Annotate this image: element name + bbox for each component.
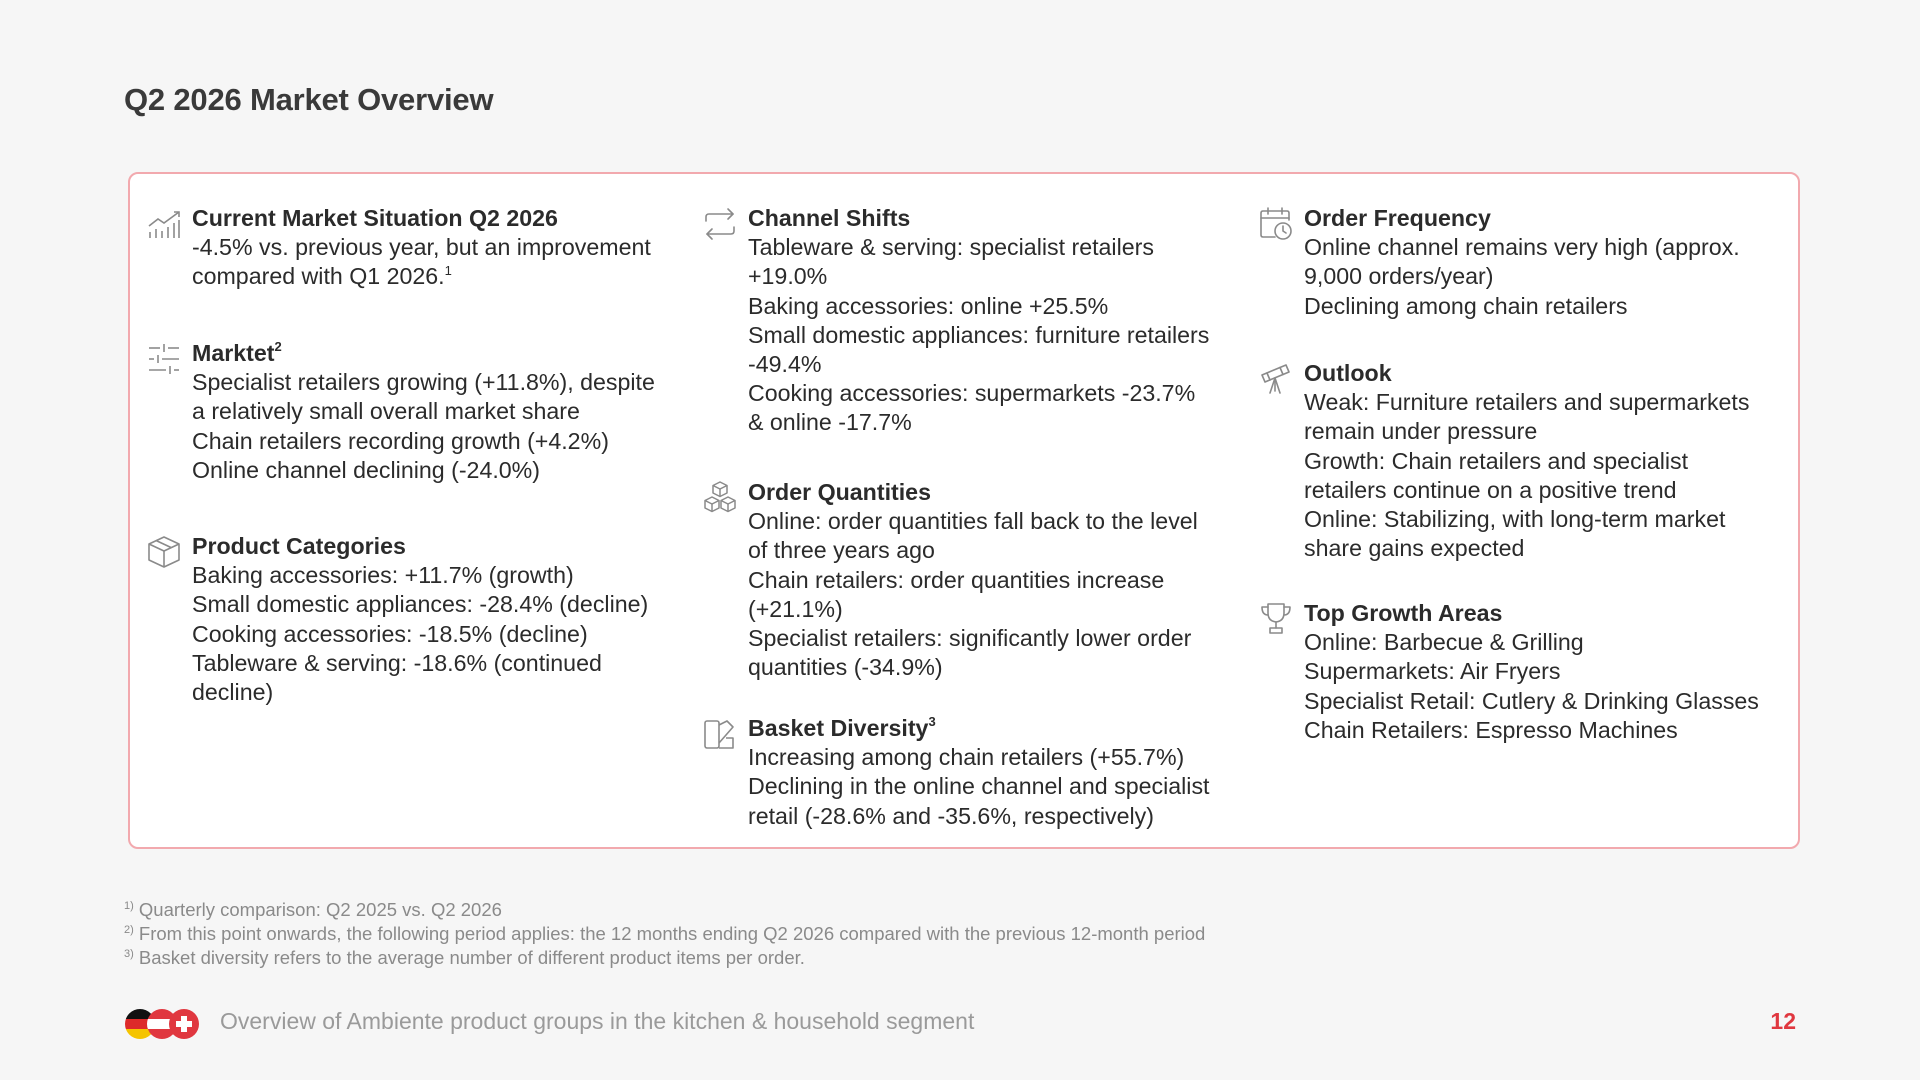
block-title: Outlook — [1304, 360, 1392, 386]
basket-diversity-block — [702, 714, 1212, 831]
flags-de-at-ch-icon — [124, 1008, 200, 1040]
block-title: Top Growth Areas — [1304, 600, 1503, 626]
block-line: Chain retailers: order quantities increase (+21.1%) — [748, 566, 1165, 622]
footnote: $^{3)}$ Basket diversity refers to the average number of different product items per order. — [124, 947, 805, 968]
stacked-boxes-icon — [702, 480, 738, 516]
market-situation-block — [146, 204, 656, 292]
block-line: Specialist retailers: significantly lower order quantities (-34.9%) — [748, 625, 1192, 681]
block-line: Tableware & serving: specialist retailers +19.0% — [748, 234, 1154, 290]
product-categories-block — [146, 532, 656, 707]
block-title: Order Quantities — [748, 479, 931, 505]
block-title: Marktet$^2$ — [192, 339, 282, 366]
block-line: Specialist retailers growing (+11.8%), despite a relatively small overall market share — [192, 369, 655, 425]
block-line: Baking accessories: online +25.5% — [748, 292, 1109, 319]
block-line: Cooking accessories: supermarkets -23.7% & online -17.7% — [748, 380, 1196, 436]
trophy-icon — [1258, 601, 1294, 637]
calendar-clock-icon — [1258, 206, 1294, 242]
block-line: Online: Barbecue & Grilling — [1304, 629, 1584, 656]
block-line: Online channel remains very high (approx. 9,000 orders/year) — [1304, 234, 1740, 290]
exchange-arrows-icon — [702, 206, 738, 242]
block-line: Online: Stabilizing, with long-term market share gains expected — [1304, 506, 1726, 562]
footnote: $^{1)}$ Quarterly comparison: Q2 2025 vs. Q2 2026 — [124, 899, 502, 920]
content-panel — [128, 172, 1800, 849]
block-line: Online: order quantities fall back to the level of three years ago — [748, 508, 1198, 564]
page-title: Q2 2026 Market Overview — [124, 82, 494, 117]
block-line: Specialist Retail: Cutlery & Drinking Glasses — [1304, 687, 1759, 714]
block-line: Small domestic appliances: furniture retailers -49.4% — [748, 321, 1210, 378]
channel-shifts-block — [702, 204, 1212, 438]
block-title: Current Market Situation Q2 2026 — [192, 205, 558, 231]
marktet-block — [146, 339, 656, 485]
order-quantities-block — [702, 478, 1212, 682]
telescope-icon — [1258, 361, 1294, 397]
block-line: -4.5% vs. previous year, but an improvement compared with Q1 2026.$^1$ — [192, 234, 651, 290]
block-line: Online channel declining (-24.0%) — [192, 456, 541, 483]
footnotes — [124, 898, 1624, 970]
block-line: Declining in the online channel and specialist retail (-28.6% and -35.6%, respectively) — [748, 773, 1210, 829]
block-title: Basket Diversity$^3$ — [748, 714, 936, 741]
block-line: Supermarkets: Air Fryers — [1304, 658, 1561, 685]
block-line: Small domestic appliances: -28.4% (decline) — [192, 591, 649, 618]
block-line: Weak: Furniture retailers and supermarkets remain under pressure — [1304, 389, 1750, 445]
block-title: Product Categories — [192, 533, 406, 559]
block-line: Chain retailers recording growth (+4.2%) — [192, 427, 609, 454]
block-title: Order Frequency — [1304, 205, 1491, 231]
footer-text: Overview of Ambiente product groups in the kitchen & household segment — [220, 1008, 975, 1034]
block-line: Growth: Chain retailers and specialist retailers continue on a positive trend — [1304, 447, 1689, 503]
sliders-icon — [146, 341, 182, 377]
block-line: Tableware & serving: -18.6% (continued decline) — [192, 649, 602, 706]
block-line: Baking accessories: +11.7% (growth) — [192, 562, 574, 589]
shapes-icon — [702, 716, 738, 752]
block-line: Chain Retailers: Espresso Machines — [1304, 716, 1678, 743]
block-line: Increasing among chain retailers (+55.7%) — [748, 744, 1185, 771]
block-line: Declining among chain retailers — [1304, 292, 1628, 319]
block-line: Cooking accessories: -18.5% (decline) — [192, 620, 588, 647]
footnote: $^{2)}$ From this point onwards, the following period applies: the 12 months ending Q2 2026 compared with the previous 12-month period — [124, 923, 1206, 944]
box-icon — [146, 534, 182, 570]
outlook-block — [1258, 359, 1768, 563]
page-number: 12 — [1770, 1008, 1796, 1034]
top-growth-block — [1258, 599, 1768, 745]
order-frequency-block — [1258, 204, 1768, 321]
chart-growth-icon — [146, 206, 182, 242]
block-title: Channel Shifts — [748, 205, 911, 231]
